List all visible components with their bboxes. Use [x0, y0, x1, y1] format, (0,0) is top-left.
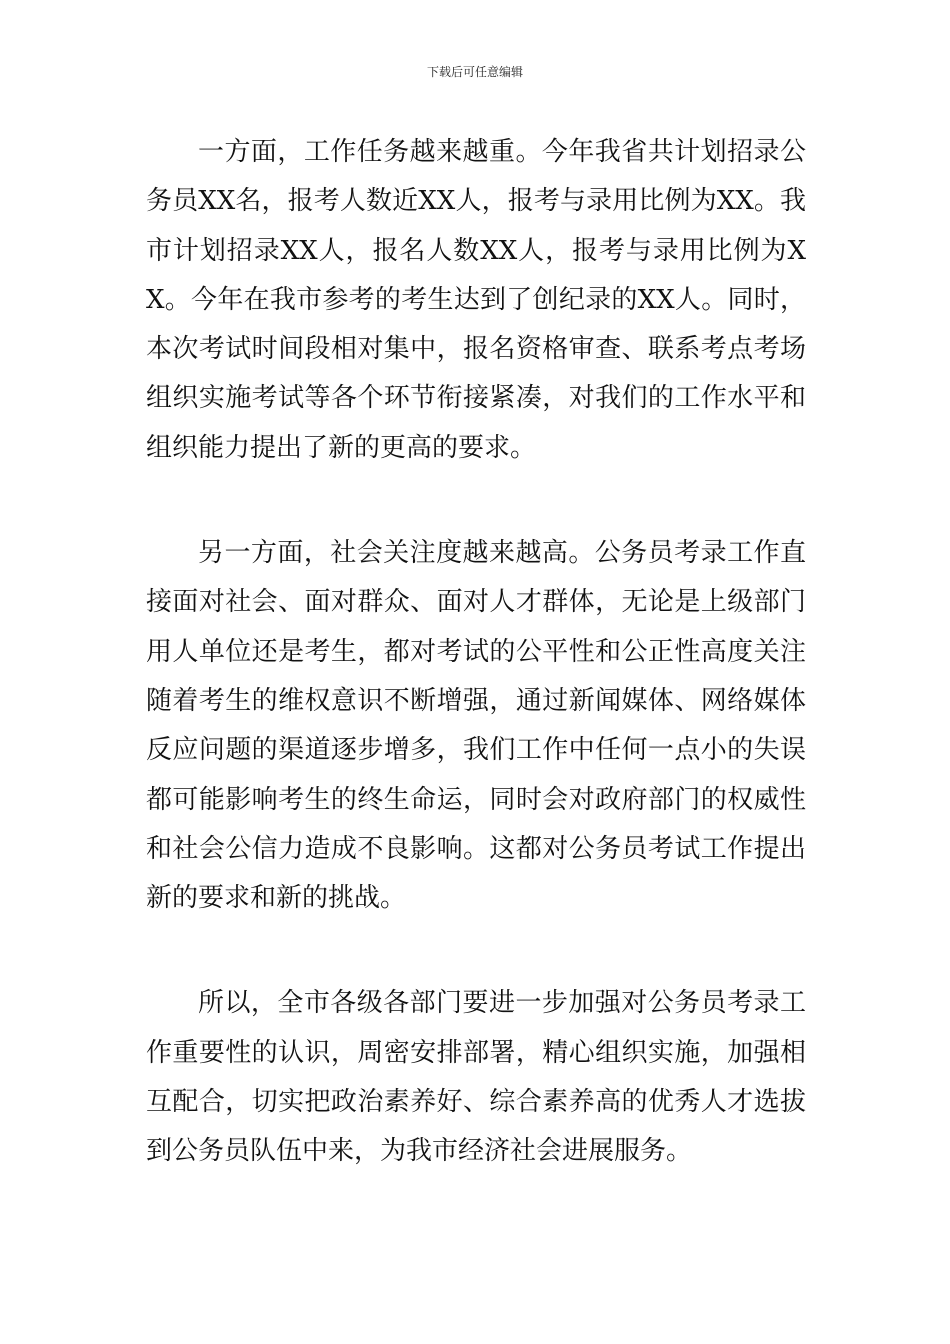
document-body: [146, 128, 806, 1177]
paragraph-workload: 一方面，工作任务越来越重。今年我省共计划招录公务员XX名，报考人数近XX人，报考与录用比例为XX。我市计划招录XX人，报名人数XX人，报考与录用比例为XX。今年在我市参考的考生达到了创纪录的XX人。同时，本次考试时间段相对集中，报名资格审查、联系考点考场组织实施考试等各个环节衔接紧凑，对我们的工作水平和组织能力提出了新的更高的要求。: [146, 137, 806, 463]
paragraph-conclusion: 所以，全市各级各部门要进一步加强对公务员考录工作重要性的认识，周密安排部署，精心组织实施，加强相互配合，切实把政治素养好、综合素养高的优秀人才选拔到公务员队伍中来，为我市经济社会进展服务。: [146, 988, 806, 1167]
page-header: 下载后可任意编辑: [426, 65, 523, 79]
paragraph-public-attention: 另一方面，社会关注度越来越高。公务员考录工作直接面对社会、面对群众、面对人才群体，无论是上级部门用人单位还是考生，都对考试的公平性和公正性高度关注随着考生的维权意识不断增强，通过新闻媒体、网络媒体反应问题的渠道逐步增多，我们工作中任何一点小的失误都可能影响考生的终生命运，同时会对政府部门的权威性和社会公信力造成不良影响。这都对公务员考试工作提出新的要求和新的挑战。: [146, 538, 806, 914]
